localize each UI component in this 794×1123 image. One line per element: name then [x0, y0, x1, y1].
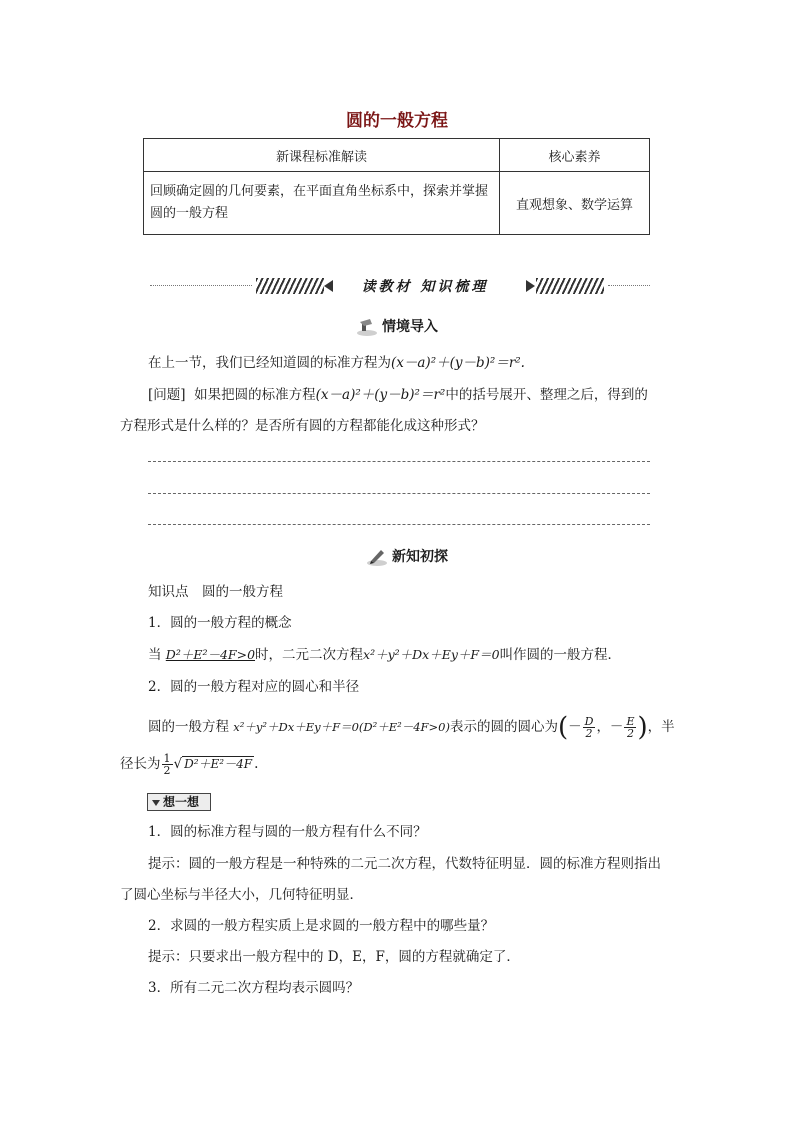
- think-question-2: 2．求圆的一般方程实质上是求圆的一般方程中的哪些量？: [148, 918, 495, 934]
- radius-expression: D²＋E²－4F: [184, 757, 253, 771]
- intro-text: 在上一节，我们已经知道圆的标准方程为: [148, 355, 391, 371]
- section-banner: [150, 276, 650, 296]
- triangle-down-icon: [152, 800, 160, 806]
- fraction-e: [624, 716, 636, 739]
- right-paren: ): [637, 712, 648, 743]
- fraction-denominator: 2: [626, 727, 634, 740]
- table-row: [144, 172, 650, 235]
- table-header-standard: 新课程标准解读: [144, 139, 500, 172]
- section-heading-new: [366, 546, 448, 568]
- lamp-icon: [356, 318, 378, 336]
- definition-text: 叫作圆的一般方程．: [499, 647, 622, 663]
- definition-line: [148, 645, 621, 665]
- sqrt-symbol: √: [173, 756, 183, 772]
- general-equation-with-condition: x²＋y²＋Dx＋Ey＋F＝0(D²＋E²－4F>0): [233, 720, 450, 734]
- banner-hatch-left: [256, 278, 324, 294]
- question-text: 如果把圆的标准方程: [194, 387, 316, 403]
- table-cell-standard: 回顾确定圆的几何要素，在平面直角坐标系中，探索并掌握圆的一般方程: [144, 172, 500, 235]
- knowledge-point: 知识点 圆的一般方程: [148, 584, 283, 600]
- section-heading-intro: [356, 316, 438, 338]
- banner-dotted-line-right: [608, 285, 650, 286]
- fraction-denominator: 2: [585, 727, 593, 740]
- center-line: 圆的一般方程 x²＋y²＋Dx＋Ey＋F＝0(D²＋E²－4F>0)表示的圆的圆心为(－ $\frac{D}{2}$ ，－ $\frac{E}{2}$ )，半: [148, 712, 675, 743]
- radius-text: 径长为: [120, 756, 161, 772]
- table-header-row: [144, 139, 650, 172]
- fraction-numerator: 1: [163, 752, 171, 765]
- definition-text: 时，二元二次方程: [255, 647, 364, 663]
- think-question-1: 1．圆的标准方程与圆的一般方程有什么不同？: [148, 824, 427, 840]
- banner-hatch-right: [536, 278, 604, 294]
- standards-table: [143, 138, 650, 235]
- standard-equation: (x－a)²＋(y－b)²＝r².: [391, 355, 525, 371]
- banner-dotted-line-left: [150, 285, 252, 286]
- intro-paragraph-3: 方程形式是什么样的？是否所有圆的方程都能化成这种形式？: [120, 418, 485, 434]
- question-tag: [问题]: [148, 387, 186, 403]
- answer-line: [148, 524, 650, 525]
- table-header-literacy: 核心素养: [500, 139, 650, 172]
- think-tag-label: 想一想: [163, 795, 200, 809]
- banner-arrow-right-icon: [526, 280, 535, 292]
- center-text: 圆的一般方程: [148, 719, 229, 735]
- section-heading-intro-text: 情境导入: [382, 319, 438, 335]
- think-question-3: 3．所有二元二次方程均表示圆吗？: [148, 980, 360, 996]
- radius-text: .: [254, 756, 259, 772]
- condition-expression: D²＋E²－4F>0: [165, 647, 256, 662]
- think-answer-1-line-1: 提示：圆的一般方程是一种特殊的二元二次方程，代数特征明显．圆的标准方程则指出: [148, 856, 661, 872]
- general-equation: x²＋y²＋Dx＋Ey＋F＝0: [363, 647, 500, 662]
- answer-line: [148, 461, 650, 462]
- fraction-d: [583, 716, 596, 739]
- radius-line: [120, 750, 258, 778]
- center-text: ，半: [647, 719, 675, 735]
- think-answer-2: 提示：只要求出一般方程中的 D，E，F，圆的方程就确定了．: [148, 949, 520, 965]
- definition-text: 当: [148, 647, 162, 663]
- fraction-half: [162, 753, 173, 776]
- item-1: 1．圆的一般方程的概念: [148, 615, 292, 631]
- pen-icon: [366, 548, 388, 566]
- think-answer-1-line-2: 了圆心坐标与半径大小，几何特征明显．: [120, 887, 363, 903]
- intro-paragraph-1: [148, 353, 525, 373]
- question-text: 中的括号展开、整理之后，得到的: [445, 387, 648, 403]
- banner-label: 读教材 知识梳理: [361, 279, 489, 295]
- section-heading-new-text: 新知初探: [392, 549, 448, 565]
- left-paren: (: [557, 712, 569, 743]
- fraction-numerator: D: [584, 715, 594, 728]
- standard-equation: (x－a)²＋(y－b)²＝r²: [315, 387, 446, 403]
- table-cell-literacy: 直观想象、数学运算: [500, 172, 650, 235]
- think-tag: [147, 793, 211, 811]
- intro-paragraph-2: [148, 385, 648, 405]
- page-title: 圆的一般方程: [346, 111, 448, 131]
- item-2: 2．圆的一般方程对应的圆心和半径: [148, 679, 360, 695]
- banner-arrow-left-icon: [324, 280, 333, 292]
- answer-line: [148, 493, 650, 494]
- fraction-denominator: 2: [163, 764, 171, 777]
- center-text: 表示的圆的圆心为: [449, 719, 558, 735]
- fraction-numerator: E: [626, 715, 635, 728]
